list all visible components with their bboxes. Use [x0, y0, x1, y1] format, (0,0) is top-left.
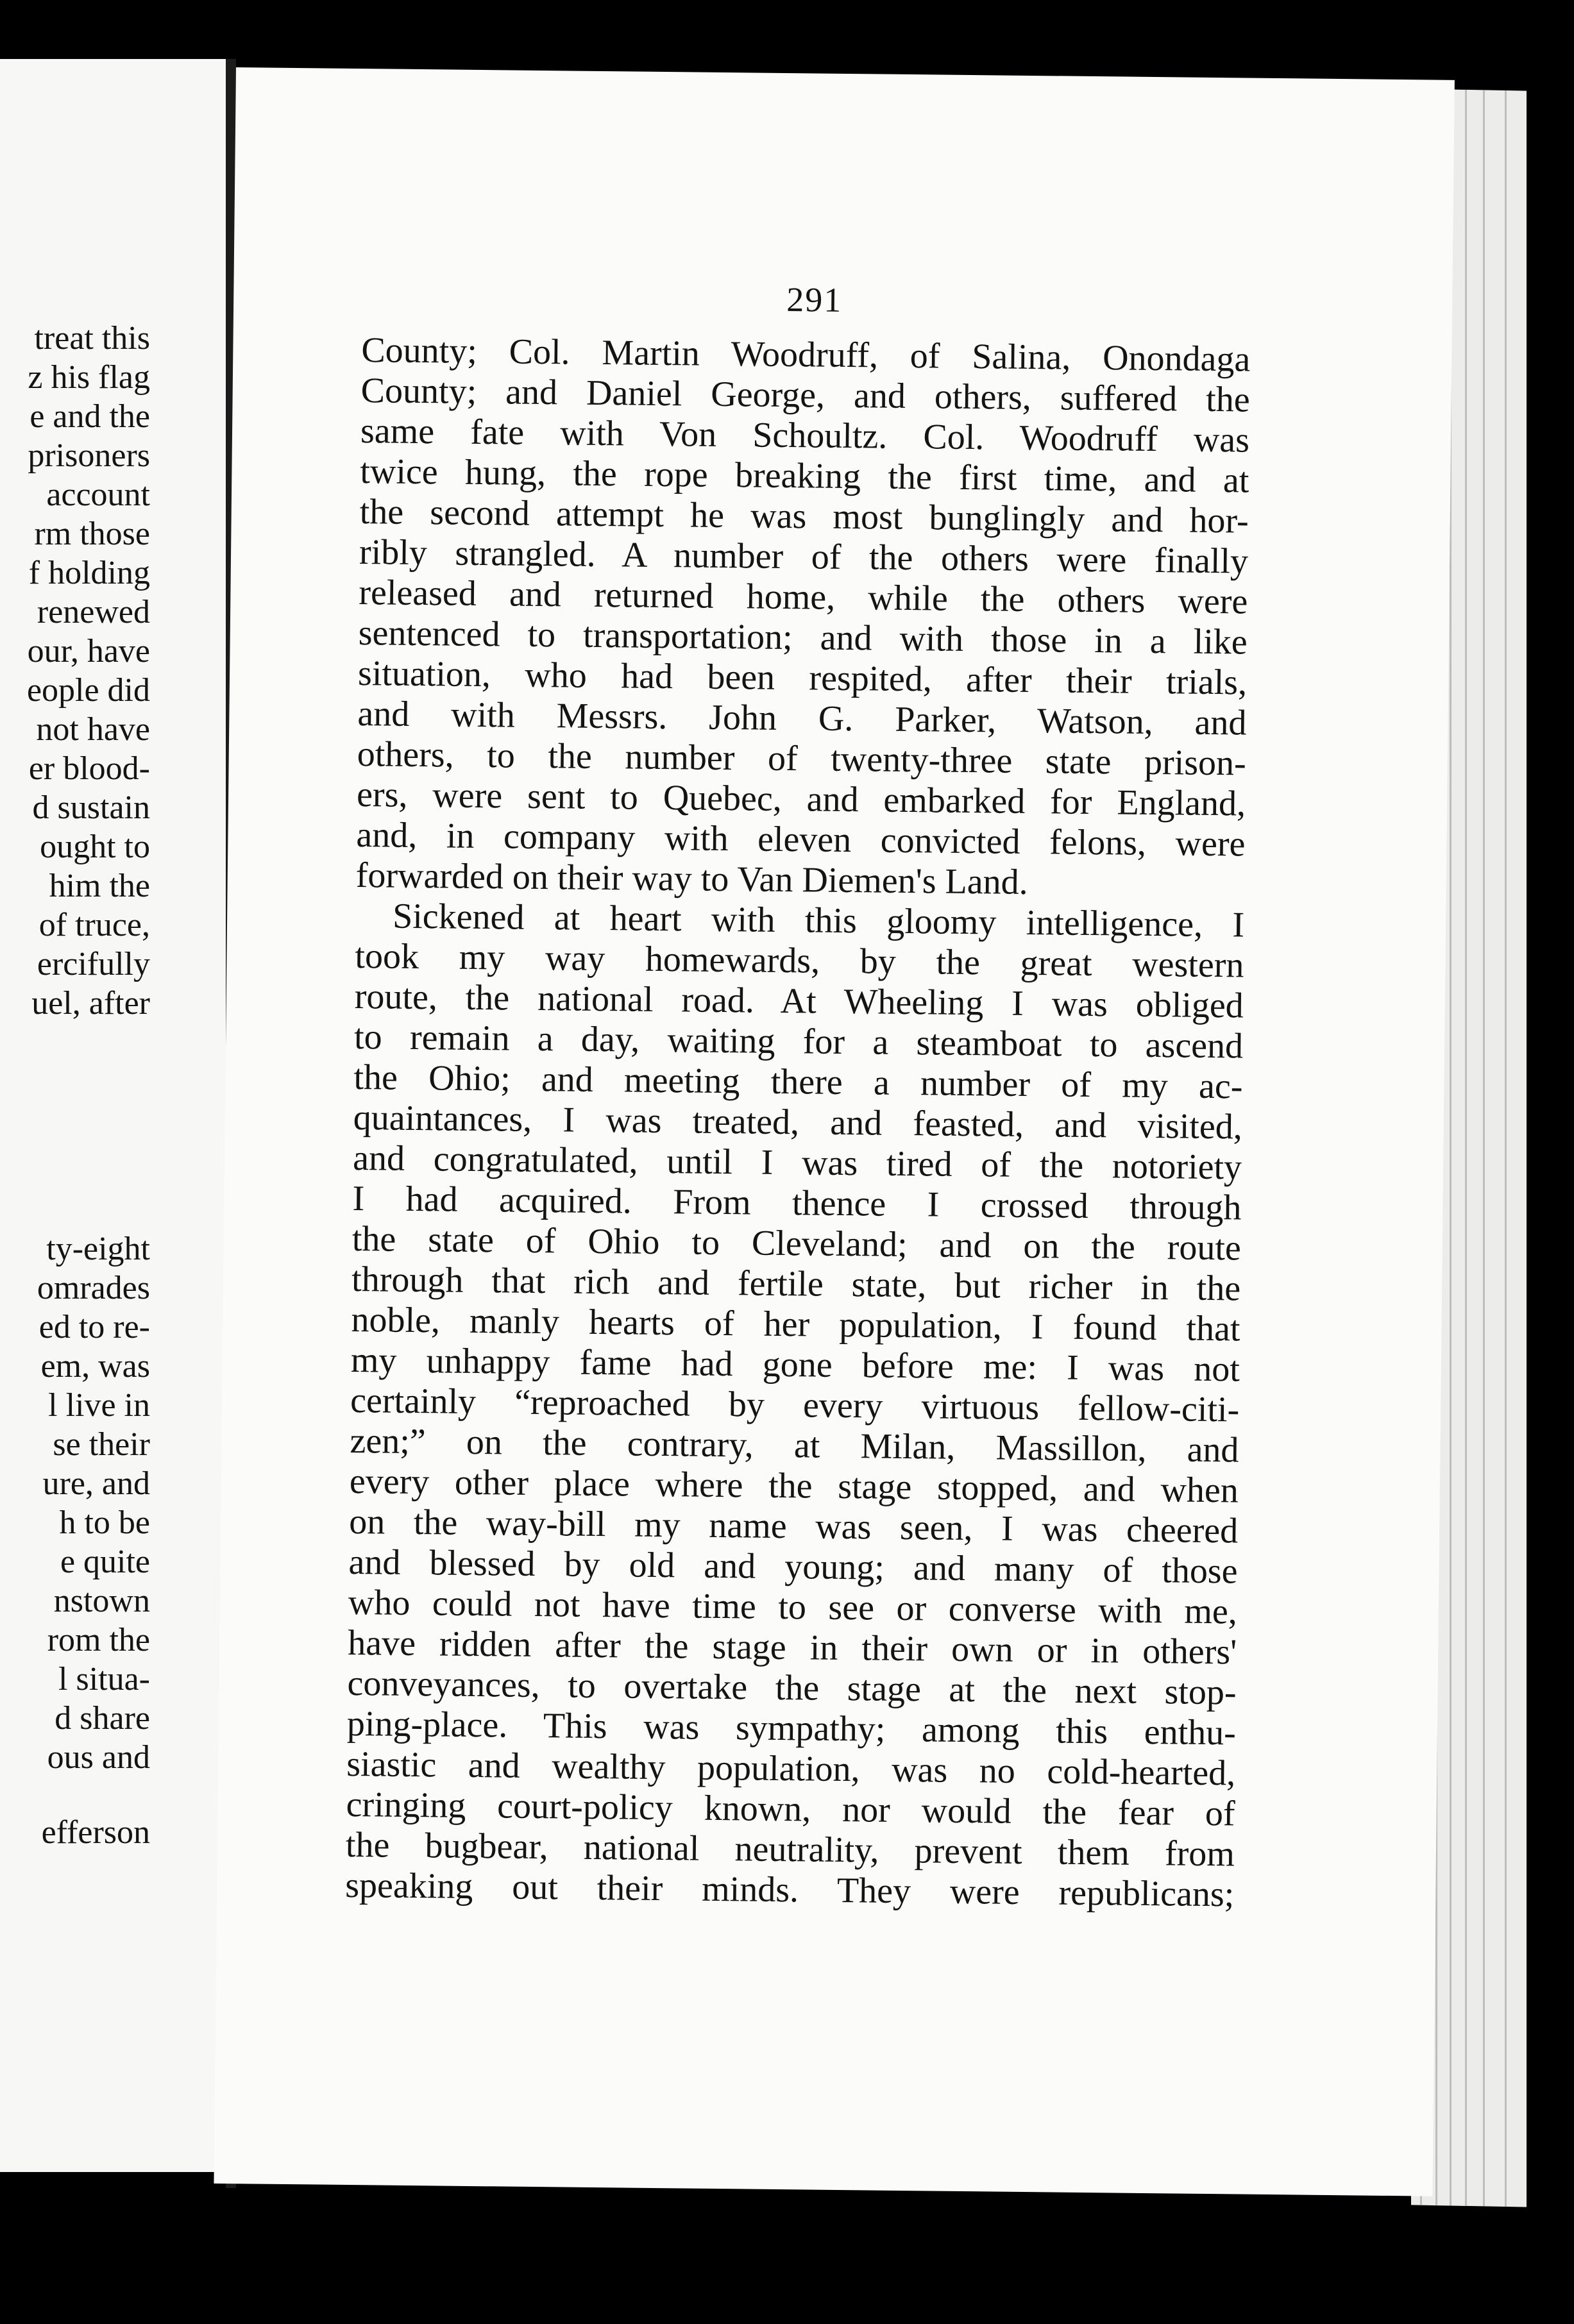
left-page-fragment: em, was	[40, 1348, 150, 1385]
page-edge-line	[1505, 90, 1507, 2207]
text-line: noble, manly hearts of her population, I found that	[351, 1299, 1240, 1349]
left-page-fragment: rm those	[34, 516, 150, 552]
left-page-fragment: treat this	[34, 320, 150, 357]
text-line: route, the national road. At Wheeling I was obliged	[354, 977, 1244, 1026]
text-line: quaintances, I was treated, and feasted, and visited,	[353, 1098, 1243, 1147]
left-page-fragment: ercifully	[37, 946, 150, 982]
text-line: released and returned home, while the others were	[359, 573, 1248, 622]
text-line: my unhappy fame had gone before me: I was not	[350, 1340, 1240, 1390]
text-line: and blessed by old and young; and many of those	[348, 1542, 1238, 1592]
text-line: ping-place. This was sympathy; among this enthu-	[346, 1703, 1237, 1753]
left-page-fragment: nstown	[53, 1583, 150, 1619]
left-page	[0, 59, 226, 2172]
text-line: others, to the number of twenty-three state prison-	[357, 734, 1247, 784]
text-line: forwarded on their way to Van Diemen's Land.	[355, 855, 1028, 902]
left-page-fragment: ure, and	[42, 1465, 150, 1502]
text-line: County; Col. Martin Woodruff, of Salina, Onondaga	[361, 330, 1251, 380]
left-page-fragment: e and the	[30, 398, 150, 435]
left-page-fragment: se their	[53, 1426, 150, 1463]
text-line: conveyances, to overtake the stage at the next stop-	[347, 1663, 1237, 1713]
left-page-fragment: uel, after	[31, 985, 150, 1022]
left-page-fragment: ought to	[40, 829, 150, 865]
text-line: took my way homewards, by the great western	[355, 936, 1244, 986]
body-text	[345, 330, 1251, 1915]
left-page-fragment: z his flag	[28, 359, 150, 396]
text-line: I had acquired. From thence I crossed through	[352, 1178, 1242, 1228]
text-line: through that rich and fertile state, but richer in the	[351, 1259, 1241, 1309]
left-page-fragment: h to be	[59, 1504, 150, 1541]
left-page-fragment: ty-eight	[46, 1231, 150, 1267]
text-line: County; and Daniel George, and others, suffered the	[360, 371, 1250, 420]
left-page-fragment: e quite	[60, 1544, 150, 1580]
text-line: zen;” on the contrary, at Milan, Massillon, and	[350, 1420, 1239, 1470]
left-page-fragment: rom the	[47, 1622, 150, 1658]
text-line: the second attempt he was most bunglingly and hor-	[359, 492, 1249, 541]
left-page-fragment: our, have	[27, 633, 150, 669]
text-line: and with Messrs. John G. Parker, Watson, and	[357, 694, 1247, 743]
text-line: have ridden after the stage in their own or in others'	[347, 1622, 1237, 1672]
text-line: siastic and wealthy population, was no cold-hearted,	[346, 1744, 1236, 1794]
page-number: 291	[786, 280, 843, 319]
text-line: twice hung, the rope breaking the first time, and at	[360, 451, 1249, 501]
left-page-fragment: l live in	[48, 1387, 150, 1424]
left-page-fragment: d share	[55, 1700, 150, 1737]
text-line: the Ohio; and meeting there a number of my ac-	[353, 1057, 1243, 1107]
text-line: sentenced to transportation; and with those in a like	[358, 613, 1248, 662]
text-line: certainly “reproached by every virtuous fellow-citi-	[350, 1380, 1240, 1430]
left-page-fragment: er blood-	[28, 750, 150, 787]
left-page-fragment: l situa-	[58, 1661, 150, 1697]
text-line: situation, who had been respited, after their trials,	[357, 653, 1248, 703]
text-line: and congratulated, until I was tired of the notoriety	[352, 1138, 1242, 1188]
left-page-fragment: of truce,	[38, 907, 150, 943]
left-page-fragment: d sustain	[32, 789, 150, 826]
text-line: speaking out their minds. They were republicans;	[344, 1865, 1235, 1915]
text-line: Sickened at heart with this gloomy intelligence, I	[392, 896, 1245, 945]
text-line: cringing court-policy known, nor would the fear of	[346, 1784, 1235, 1834]
text-line: same fate with Von Schoultz. Col. Woodruff was	[360, 411, 1250, 460]
text-line: ribly strangled. A number of the others were finally	[359, 532, 1249, 582]
page-edge-line	[1483, 90, 1485, 2206]
left-page-fragment: eople did	[26, 672, 150, 709]
left-page-fragment: omrades	[37, 1270, 150, 1306]
text-line: and, in company with eleven convicted felons, were	[356, 815, 1246, 864]
left-page-fragment: renewed	[37, 594, 150, 630]
left-page-fragment: him the	[49, 868, 150, 904]
left-page-fragment: efferson	[41, 1814, 150, 1851]
text-line: ers, were sent to Quebec, and embarked for England,	[356, 775, 1246, 824]
text-line: every other place where the stage stopped, and when	[349, 1461, 1239, 1511]
left-page-fragment: ed to re-	[38, 1309, 150, 1345]
left-page-fragment: f holding	[28, 555, 150, 591]
left-page-fragment: prisoners	[28, 437, 150, 474]
left-page-fragment: ous and	[47, 1739, 150, 1776]
text-line: the state of Ohio to Cleveland; and on the route	[351, 1218, 1242, 1268]
text-line: the bugbear, national neutrality, prevent them from	[345, 1824, 1235, 1874]
page-edge-line	[1465, 90, 1467, 2206]
text-line: to remain a day, waiting for a steamboat to ascend	[353, 1017, 1244, 1066]
left-page-fragment: not have	[36, 711, 150, 748]
text-line: who could not have time to see or converse with me,	[348, 1582, 1238, 1632]
right-page	[214, 67, 1454, 2196]
left-page-fragment: account	[46, 476, 150, 513]
text-line: on the way-bill my name was seen, I was cheered	[348, 1501, 1239, 1551]
